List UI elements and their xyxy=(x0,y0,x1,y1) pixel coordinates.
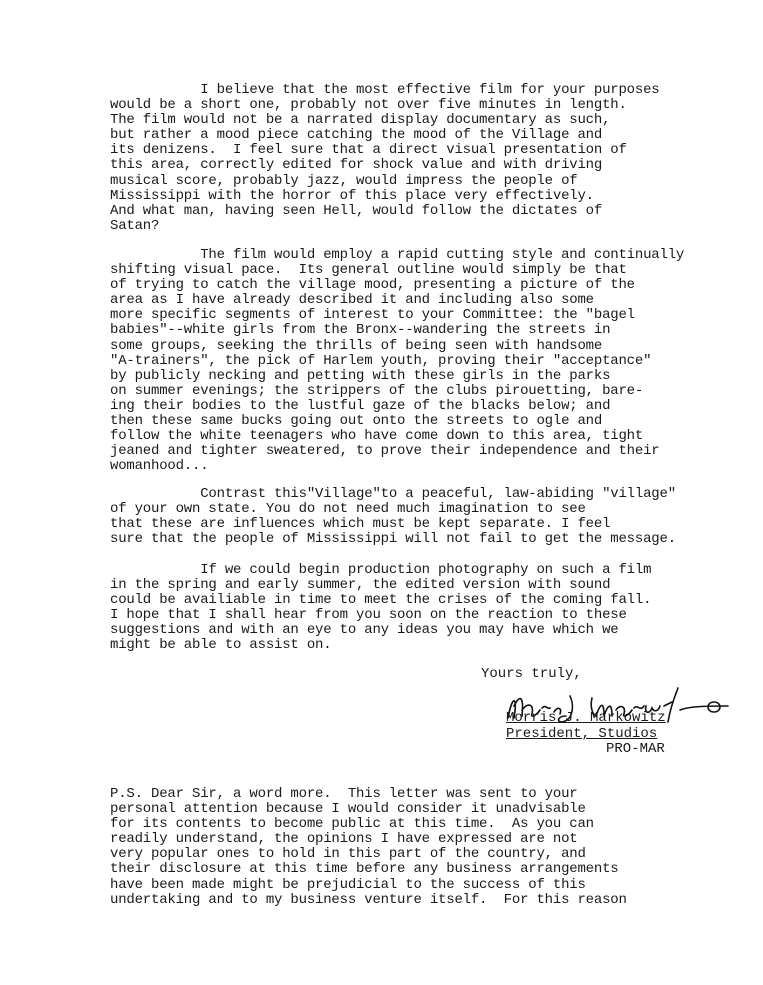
closing: Yours truly, xyxy=(481,666,582,682)
paragraph-3: Contrast this"Village"to a peaceful, law-abiding "village" of your own state. You do not need much imagination to see that these are influences which must be kept separate. I feel sure that the people of Mississippi will not fail to get the message. xyxy=(110,486,676,548)
paragraph-4: If we could begin production photography on such a film in the spring and early summer, the edited version with sound could be availiable in time to meet the crises of the coming fall. I hope that I shall hear from you soon on the reaction to these suggestions and with an eye to any ideas you may have which we might be able to assist on. xyxy=(110,562,652,654)
paragraph-1: I believe that the most effective film for your purposes would be a short one, probably not over five minutes in length. The film would not be a narrated display documentary as such, but rather a mood piece catching the mood of the Village and its denizens. I feel sure that a direct visual presentation of this area, correctly edited for shock value and with driving musical score, probably jazz, would impress the people of Mississippi with the horror of this place very effectively. And what man, having seen Hell, would follow the dictates of Satan? xyxy=(110,82,660,234)
paragraph-2: The film would employ a rapid cutting style and continually shifting visual pace. Its general outline would simply be that of trying to catch the village mood, presenting a picture of the area as I have already described it and including also some more specific segments of interest to your Committee: the "bagel babies"--white girls from the Bronx--wandering the streets in some groups, seeking the thrills of being seen with handsome "A-trainers", the pick of Harlem youth, proving their "acceptance" by publicly necking and petting with these girls in the parks on summer evenings; the strippers of the clubs pirouetting, bare- ing their bodies to the lustful gaze of the blacks below; and then these same bucks going out onto the streets to ogle and follow the white teenagers who have come down to this area, tight jeaned and tighter sweatered, to prove their independence and their womanhood... xyxy=(110,247,685,475)
signer-title: President, Studios xyxy=(506,726,658,742)
signer-name: Morris J. Markowitz xyxy=(506,710,666,726)
signer-company: PRO-MAR xyxy=(606,741,665,757)
postscript: P.S. Dear Sir, a word more. This letter was sent to your personal attention because I would consider it unadvisable for its contents to become public at this time. As you can readily understand, the opinions I have expressed are not very popular ones to hold in this part of the country, and their disclosure at this time before any business arrangements have been made might be prejudicial to the success of this undertaking and to my business venture itself. For this reason xyxy=(110,786,627,908)
